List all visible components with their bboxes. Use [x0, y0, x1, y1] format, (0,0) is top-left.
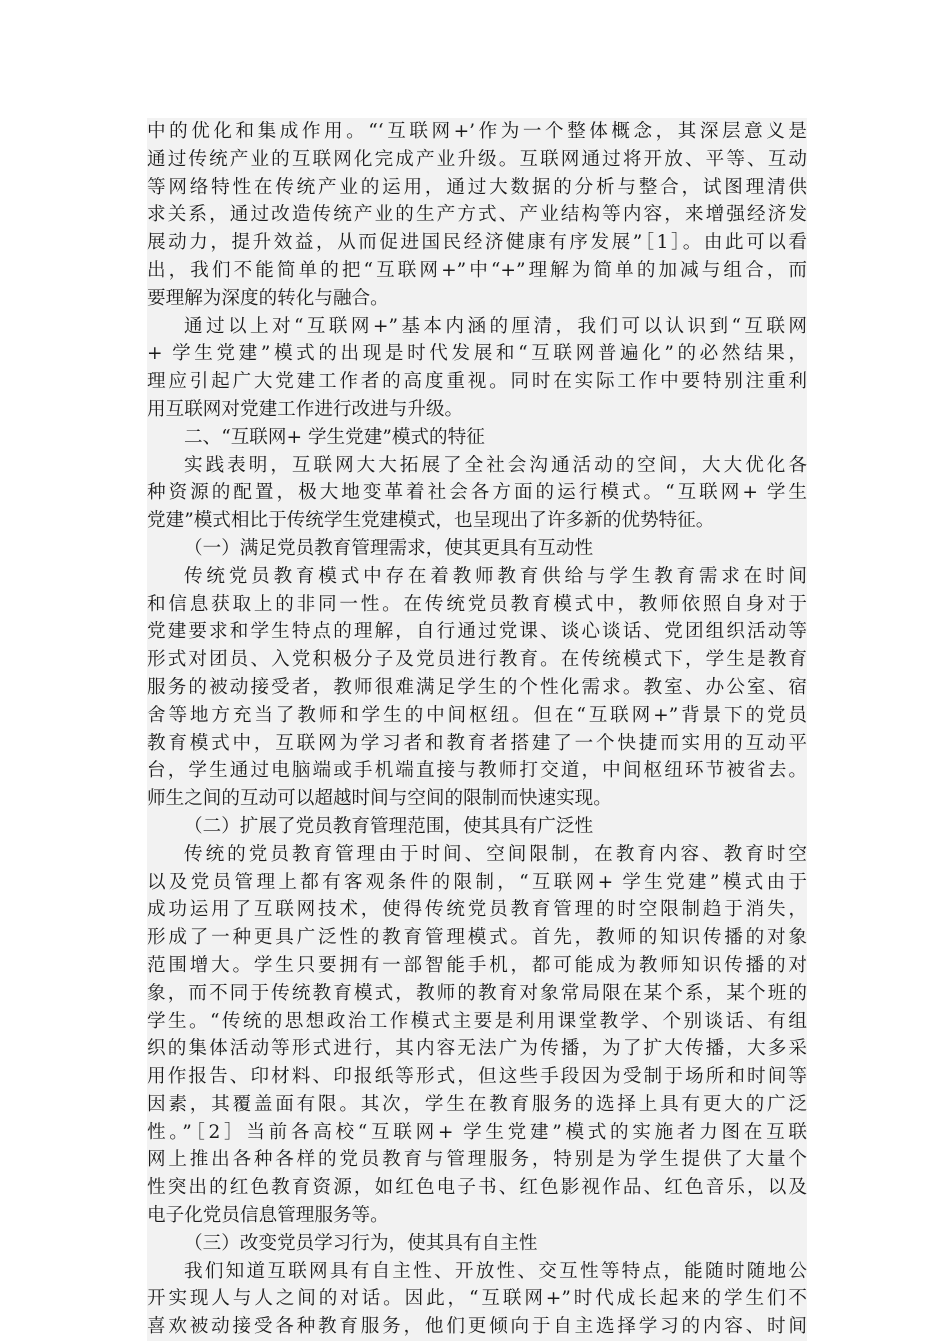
text-line: 中的优化和集成作用。“‘互联网+’作为一个整体概念，其深层意义是	[147, 118, 807, 146]
text-line: 教育模式中，互联网为学习者和教育者搭建了一个快捷而实用的互动平	[147, 730, 807, 758]
text-line: 种资源的配置，极大地变革着社会各方面的运行模式。“互联网+ 学生	[147, 479, 807, 507]
text-line: 成功运用了互联网技术，使得传统党员教育管理的时空限制趋于消失，	[147, 896, 807, 924]
text-line: 党建要求和学生特点的理解，自行通过党课、谈心谈话、党团组织活动等	[147, 618, 807, 646]
text-line: （三）改变党员学习行为，使其具有自主性	[147, 1230, 807, 1258]
text-line: 我们知道互联网具有自主性、开放性、交互性等特点，能随时随地公	[147, 1258, 807, 1286]
text-line: 求关系，通过改造传统产业的生产方式、产业结构等内容，来增强经济发	[147, 201, 807, 229]
text-line: 要理解为深度的转化与融合。	[147, 285, 807, 313]
text-line: 等网络特性在传统产业的运用，通过大数据的分析与整合，试图理清供	[147, 174, 807, 202]
text-line: 电子化党员信息管理服务等。	[147, 1202, 807, 1230]
body-text	[147, 118, 807, 1341]
text-line: 实践表明，互联网大大拓展了全社会沟通活动的空间，大大优化各	[147, 452, 807, 480]
text-line: 舍等地方充当了教师和学生的中间枢纽。但在“互联网+”背景下的党员	[147, 702, 807, 730]
text-line: （一）满足党员教育管理需求，使其更具有互动性	[147, 535, 807, 563]
text-line: 出，我们不能简单的把“互联网+”中“+”理解为简单的加减与组合，而	[147, 257, 807, 285]
text-line: 性。”［2］当前各高校“互联网+ 学生党建”模式的实施者力图在互联	[147, 1119, 807, 1147]
text-line: 开实现人与人之间的对话。因此，“互联网+”时代成长起来的学生们不	[147, 1285, 807, 1313]
text-line: 因素，其覆盖面有限。其次，学生在教育服务的选择上具有更大的广泛	[147, 1091, 807, 1119]
text-line: 服务的被动接受者，教师很难满足学生的个性化需求。教室、办公室、宿	[147, 674, 807, 702]
text-line: 展动力，提升效益，从而促进国民经济健康有序发展”［1］。由此可以看	[147, 229, 807, 257]
text-line: 理应引起广大党建工作者的高度重视。同时在实际工作中要特别注重利	[147, 368, 807, 396]
text-line: 传统的党员教育管理由于时间、空间限制，在教育内容、教育时空	[147, 841, 807, 869]
text-line: 形成了一种更具广泛性的教育管理模式。首先，教师的知识传播的对象	[147, 924, 807, 952]
text-line: 传统党员教育模式中存在着教师教育供给与学生教育需求在时间	[147, 563, 807, 591]
text-line: 和信息获取上的非同一性。在传统党员教育模式中，教师依照自身对于	[147, 591, 807, 619]
text-line: 以及党员管理上都有客观条件的限制，“互联网+ 学生党建”模式由于	[147, 869, 807, 897]
text-line: 师生之间的互动可以超越时间与空间的限制而快速实现。	[147, 785, 807, 813]
text-line: 象，而不同于传统教育模式，教师的教育对象常局限在某个系，某个班的	[147, 980, 807, 1008]
text-line: 二、“互联网+ 学生党建”模式的特征	[147, 424, 807, 452]
text-line: 党建”模式相比于传统学生党建模式，也呈现出了许多新的优势特征。	[147, 507, 807, 535]
text-line: 用作报告、印材料、印报纸等形式，但这些手段因为受制于场所和时间等	[147, 1063, 807, 1091]
text-line: 学生。“传统的思想政治工作模式主要是利用课堂教学、个别谈话、有组	[147, 1008, 807, 1036]
text-line: 台，学生通过电脑端或手机端直接与教师打交道，中间枢纽环节被省去。	[147, 757, 807, 785]
text-line: 形式对团员、入党积极分子及党员进行教育。在传统模式下，学生是教育	[147, 646, 807, 674]
text-line: （二）扩展了党员教育管理范围，使其具有广泛性	[147, 813, 807, 841]
text-line: 通过以上对“互联网+”基本内涵的厘清，我们可以认识到“互联网	[147, 313, 807, 341]
text-line: 性突出的红色教育资源，如红色电子书、红色影视作品、红色音乐，以及	[147, 1174, 807, 1202]
text-line: 网上推出各种各样的党员教育与管理服务，特别是为学生提供了大量个	[147, 1146, 807, 1174]
text-line: 范围增大。学生只要拥有一部智能手机，都可能成为教师知识传播的对	[147, 952, 807, 980]
text-line: 通过传统产业的互联网化完成产业升级。互联网通过将开放、平等、互动	[147, 146, 807, 174]
text-line: 喜欢被动接受各种教育服务，他们更倾向于自主选择学习的内容、时间	[147, 1313, 807, 1341]
text-line: + 学生党建”模式的出现是时代发展和“互联网普遍化”的必然结果，	[147, 340, 807, 368]
text-line: 织的集体活动等形式进行，其内容无法广为传播，为了扩大传播，大多采	[147, 1035, 807, 1063]
text-line: 用互联网对党建工作进行改进与升级。	[147, 396, 807, 424]
